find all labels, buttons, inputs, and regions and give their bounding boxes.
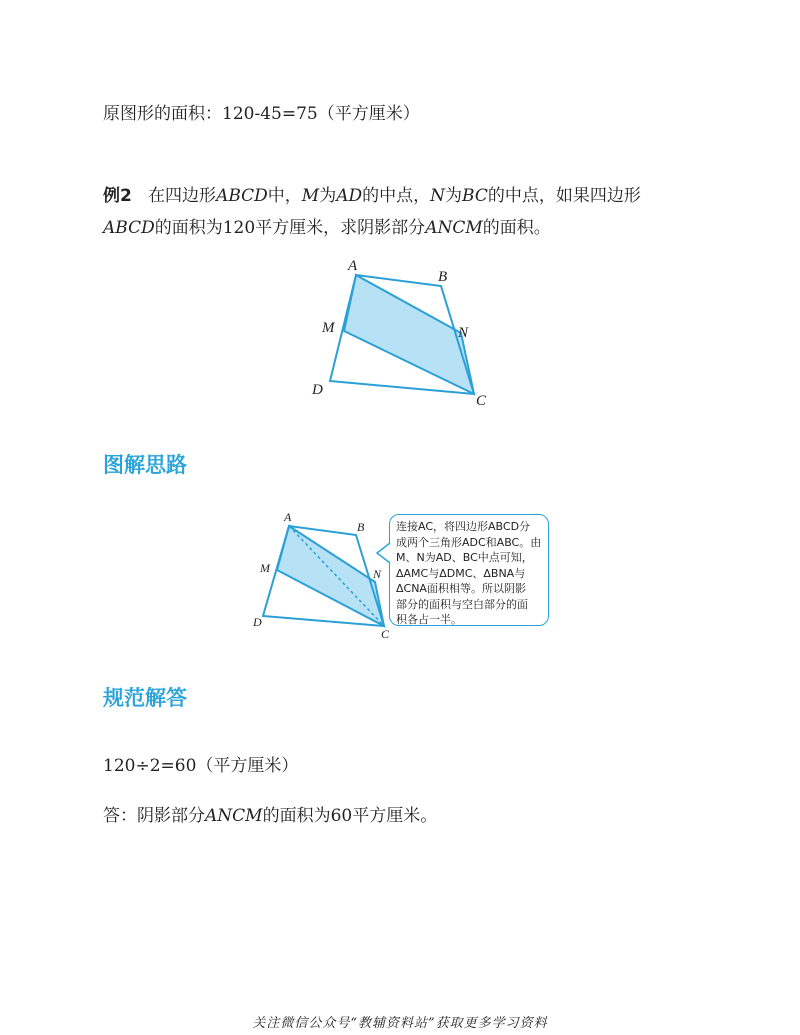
original-area-text: 原图形的面积：120-45=75（平方厘米） <box>103 104 420 124</box>
calculation-line: 120÷2=60（平方厘米） <box>103 756 299 776</box>
shaded-name: ANCM <box>205 806 263 826</box>
bubble-line: 连接AC，将四边形ABCD分 <box>396 520 531 533</box>
text-segment: 为 <box>445 186 463 206</box>
text-segment: 中， <box>267 186 302 206</box>
bubble-line: ΔCNA面积相等。所以阴影 <box>396 582 526 595</box>
text-segment: 的中点， <box>362 186 431 206</box>
bubble-line: M、N为AD、BC中点可知， <box>396 551 533 564</box>
label-n: N <box>373 567 382 581</box>
text-segment: 的面积为60平方厘米。 <box>262 806 438 826</box>
label-a: A <box>348 258 358 274</box>
label-a: A <box>284 510 292 524</box>
label-n: N <box>458 325 469 341</box>
text-segment: 为 <box>319 186 337 206</box>
bubble-line: 积各占一半。 <box>396 613 462 626</box>
example-label: 例2 <box>103 186 132 206</box>
text-segment: 在四边形 <box>148 186 217 206</box>
shaded-name: ANCM <box>425 218 483 238</box>
figure-quadrilateral <box>300 255 510 415</box>
section-heading-illustration: 图解思路 <box>103 453 187 477</box>
footer-note: 关注微信公众号“教辅资料站”获取更多学习资料 <box>252 1016 548 1031</box>
bubble-line: 部分的面积与空白部分的面 <box>396 597 528 611</box>
segment-bc: BC <box>462 186 488 206</box>
shaded-region <box>344 275 474 394</box>
example-line-1 <box>103 181 641 206</box>
quad-name: ABCD <box>103 218 155 238</box>
label-c: C <box>381 627 390 641</box>
label-b: B <box>357 520 365 534</box>
point-m: M <box>301 186 320 206</box>
answer-line <box>103 801 437 826</box>
section-heading-solution: 规范解答 <box>103 686 187 710</box>
example-line-2 <box>103 213 551 238</box>
quad-name: ABCD <box>216 186 268 206</box>
label-m: M <box>322 320 335 336</box>
text-segment: 的中点，如果四边形 <box>487 186 641 206</box>
text-segment: 答：阴影部分 <box>103 806 205 826</box>
point-n: N <box>430 186 446 206</box>
label-d: D <box>253 615 262 629</box>
label-d: D <box>312 382 323 398</box>
explanation-bubble <box>389 514 549 626</box>
bubble-line: 成两个三角形ADC和ABC。由 <box>396 535 542 549</box>
text-segment: 的面积。 <box>482 218 551 238</box>
label-c: C <box>476 393 487 409</box>
text-segment: 的面积为120平方厘米，求阴影部分 <box>154 218 426 238</box>
segment-ad: AD <box>336 186 363 206</box>
figure-illustration <box>250 510 390 640</box>
label-b: B <box>438 269 448 285</box>
label-m: M <box>260 561 270 575</box>
bubble-tail <box>375 541 395 565</box>
bubble-line: ΔAMC与ΔDMC、ΔBNA与 <box>396 566 526 580</box>
